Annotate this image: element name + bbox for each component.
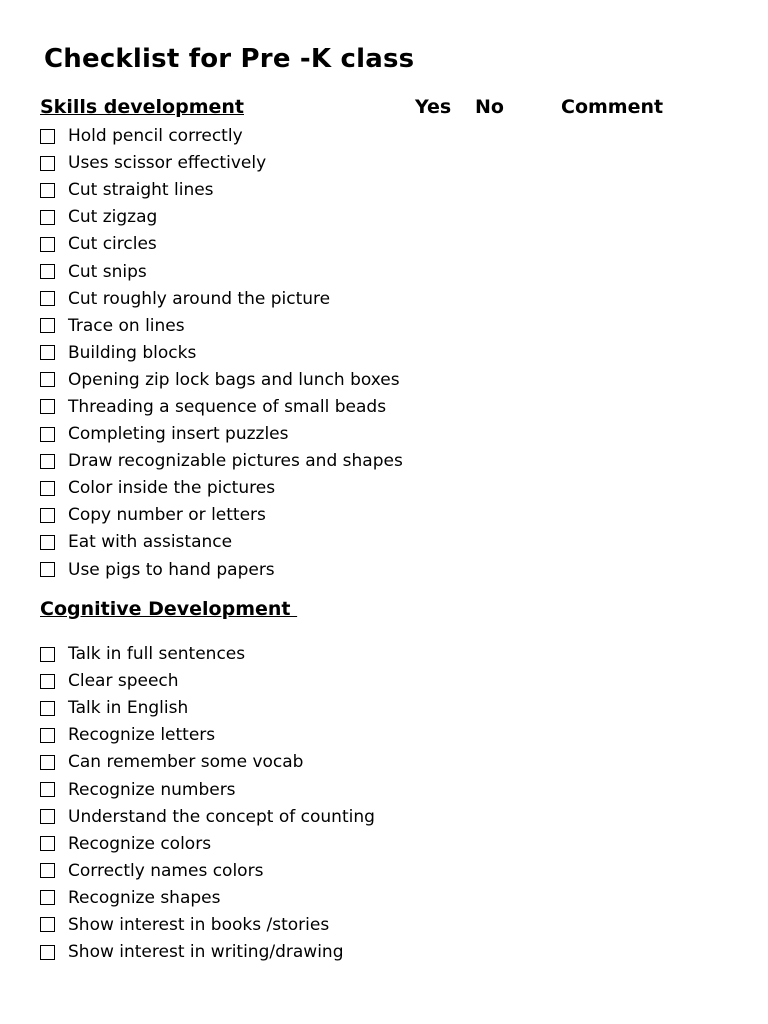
checklist-item [40, 529, 403, 556]
checklist-item-label: Trace on lines [68, 315, 185, 336]
checklist-item [40, 366, 403, 393]
checklist-item [40, 421, 403, 448]
checklist-item-label: Understand the concept of counting [68, 806, 375, 827]
checklist-item [40, 776, 375, 803]
checklist-item [40, 339, 403, 366]
checklist-item [40, 857, 375, 884]
checklist-item-label: Opening zip lock bags and lunch boxes [68, 369, 400, 390]
checkbox[interactable] [40, 129, 55, 144]
checklist-item-label: Completing insert puzzles [68, 424, 289, 445]
checklist-item [40, 123, 403, 150]
cognitive-development-heading: Cognitive Development [40, 598, 298, 620]
checkbox[interactable] [40, 264, 55, 279]
checkbox[interactable] [40, 562, 55, 577]
checklist-item [40, 749, 375, 776]
checkbox[interactable] [40, 156, 55, 171]
page-title: Checklist for Pre -K class [44, 44, 415, 74]
checkbox[interactable] [40, 782, 55, 797]
checkbox[interactable] [40, 291, 55, 306]
checkbox[interactable] [40, 372, 55, 387]
checklist-item-label: Show interest in books /stories [68, 914, 330, 935]
checklist-item-label: Uses scissor effectively [68, 153, 267, 174]
checkbox[interactable] [40, 345, 55, 360]
checkbox[interactable] [40, 890, 55, 905]
checklist-item [40, 502, 403, 529]
skills-checklist [40, 123, 403, 584]
skills-development-heading: Skills development [40, 96, 244, 118]
checklist-item-label: Clear speech [68, 671, 179, 692]
checkbox[interactable] [40, 508, 55, 523]
checkbox[interactable] [40, 210, 55, 225]
checklist-item [40, 695, 375, 722]
checklist-item-label: Recognize numbers [68, 779, 236, 800]
checklist-item-label: Show interest in writing/drawing [68, 942, 344, 963]
checklist-item [40, 641, 375, 668]
checklist-item-label: Copy number or letters [68, 505, 266, 526]
checklist-item [40, 939, 375, 966]
checkbox[interactable] [40, 945, 55, 960]
checklist-item [40, 556, 403, 583]
checkbox[interactable] [40, 427, 55, 442]
checklist-item-label: Can remember some vocab [68, 752, 304, 773]
checklist-item-label: Recognize letters [68, 725, 216, 746]
checklist-item-label: Use pigs to hand papers [68, 559, 275, 580]
checklist-item-label: Cut circles [68, 234, 157, 255]
checklist-item [40, 177, 403, 204]
checkbox[interactable] [40, 183, 55, 198]
checkbox[interactable] [40, 836, 55, 851]
checkbox[interactable] [40, 809, 55, 824]
checklist-item-label: Hold pencil correctly [68, 126, 243, 147]
checklist-item-label: Cut roughly around the picture [68, 288, 331, 309]
checklist-item [40, 830, 375, 857]
checklist-item-label: Threading a sequence of small beads [68, 396, 387, 417]
checkbox[interactable] [40, 318, 55, 333]
comment-column-header: Comment [561, 96, 664, 118]
checklist-item [40, 803, 375, 830]
checklist-item-label: Draw recognizable pictures and shapes [68, 451, 403, 472]
checklist-item-label: Recognize colors [68, 833, 212, 854]
checklist-item-label: Talk in full sentences [68, 644, 246, 665]
checklist-item-label: Recognize shapes [68, 887, 221, 908]
checklist-item-label: Building blocks [68, 342, 197, 363]
checklist-item [40, 393, 403, 420]
checkbox[interactable] [40, 755, 55, 770]
checklist-item [40, 258, 403, 285]
checklist-item [40, 285, 403, 312]
checklist-item [40, 150, 403, 177]
checklist-item [40, 668, 375, 695]
checkbox[interactable] [40, 674, 55, 689]
checklist-item-label: Talk in English [68, 698, 189, 719]
checklist-item-label: Correctly names colors [68, 860, 264, 881]
checkbox[interactable] [40, 701, 55, 716]
checklist-item [40, 448, 403, 475]
checklist-item [40, 884, 375, 911]
no-column-header: No [475, 96, 504, 118]
checklist-item-label: Eat with assistance [68, 532, 233, 553]
checklist-item [40, 911, 375, 938]
checkbox[interactable] [40, 535, 55, 550]
yes-column-header: Yes [415, 96, 452, 118]
checkbox[interactable] [40, 647, 55, 662]
checkbox[interactable] [40, 863, 55, 878]
checkbox[interactable] [40, 237, 55, 252]
checklist-item-label: Cut zigzag [68, 207, 158, 228]
checklist-item [40, 722, 375, 749]
checklist-item [40, 475, 403, 502]
checkbox[interactable] [40, 454, 55, 469]
checklist-item [40, 312, 403, 339]
cognitive-checklist [40, 641, 375, 966]
checkbox[interactable] [40, 481, 55, 496]
checklist-item [40, 204, 403, 231]
checkbox[interactable] [40, 728, 55, 743]
checklist-item-label: Cut straight lines [68, 180, 214, 201]
checklist-item-label: Color inside the pictures [68, 478, 276, 499]
checkbox[interactable] [40, 917, 55, 932]
checklist-item-label: Cut snips [68, 261, 147, 282]
checklist-item [40, 231, 403, 258]
checkbox[interactable] [40, 399, 55, 414]
